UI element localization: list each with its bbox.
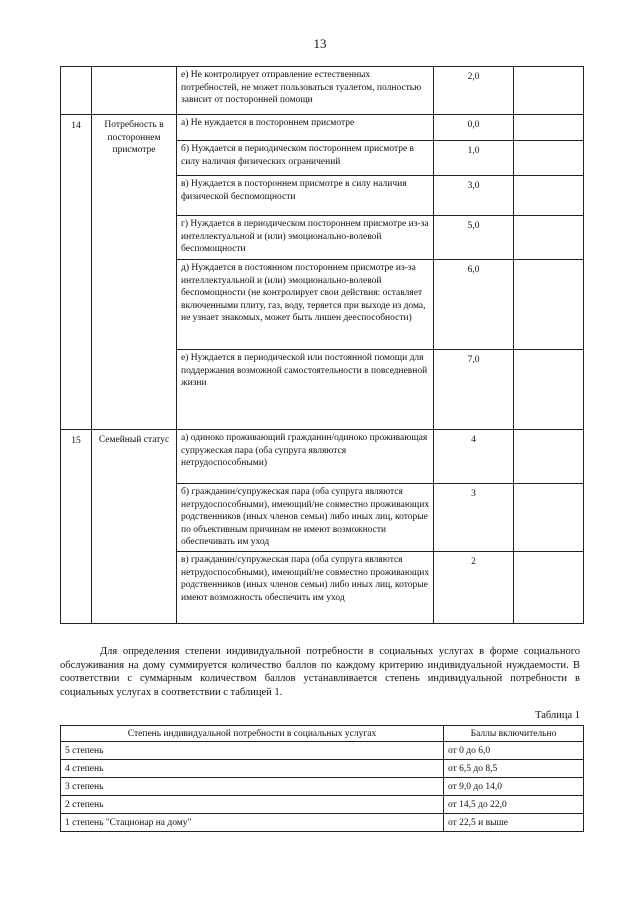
option-score: 4 — [434, 430, 514, 484]
option-score: 3,0 — [434, 176, 514, 216]
levels-row — [61, 778, 584, 796]
level-degree: 1 степень "Стационар на дому" — [61, 814, 444, 832]
option-score: 3 — [434, 484, 514, 552]
levels-header-row — [61, 726, 584, 742]
option-score: 1,0 — [434, 141, 514, 176]
levels-header-score: Баллы включительно — [444, 726, 584, 742]
level-degree: 4 степень — [61, 760, 444, 778]
levels-row — [61, 796, 584, 814]
criteria-row — [61, 115, 584, 141]
option-description: б) Нуждается в периодическом постороннем присмотре в силу наличия физических ограничений — [177, 141, 434, 176]
empty-cell — [514, 552, 584, 624]
criteria-row — [61, 67, 584, 115]
option-description: а) Не нуждается в постороннем присмотре — [177, 115, 434, 141]
option-description: е) Нуждается в периодической или постоянной помощи для поддержания возможной самостоятельности в повседневной жизни — [177, 350, 434, 430]
option-description: в) гражданин/супружеская пара (оба супруга являются нетрудоспособными), имеющий/не совместно проживающих родственников (иных членов семьи) либо иных лиц, которые имеют возможность обеспечить им уход — [177, 552, 434, 624]
level-degree: 2 степень — [61, 796, 444, 814]
option-score: 2,0 — [434, 67, 514, 115]
criterion-name: Потребность в постороннем присмотре — [92, 115, 177, 430]
criteria-row — [61, 430, 584, 484]
option-score: 0,0 — [434, 115, 514, 141]
criterion-number: 14 — [61, 115, 92, 430]
levels-row — [61, 760, 584, 778]
option-score: 5,0 — [434, 216, 514, 260]
option-description: е) Не контролирует отправление естественных потребностей, не может пользоваться туалетом, полностью зависит от посторонней помощи — [177, 67, 434, 115]
empty-cell — [514, 67, 584, 115]
criterion-name: Семейный статус — [92, 430, 177, 624]
level-score: от 9,0 до 14,0 — [444, 778, 584, 796]
option-description: д) Нуждается в постоянном постороннем присмотре из-за интеллектуальной и (или) эмоционально-волевой беспомощности (не контролирует свои действия: оставляет включенными плиту, газ, воду, теряется при выходе из дома, не узнает знакомых, может быть лишен дееспособности) — [177, 260, 434, 350]
level-degree: 3 степень — [61, 778, 444, 796]
option-description: г) Нуждается в периодическом постороннем присмотре из-за интеллектуальной и (или) эмоционально-волевой беспомощности — [177, 216, 434, 260]
level-score: от 0 до 6,0 — [444, 742, 584, 760]
levels-table — [60, 725, 584, 832]
criterion-number — [61, 67, 92, 115]
level-score: от 6,5 до 8,5 — [444, 760, 584, 778]
levels-row — [61, 814, 584, 832]
empty-cell — [514, 260, 584, 350]
table-caption: Таблица 1 — [535, 710, 580, 721]
option-description: б) гражданин/супружеская пара (оба супруга являются нетрудоспособными), имеющий/не совместно проживающих родственников (иных членов семьи) либо иных лиц, которые по объективным причинам не имеют возможности обеспечивать им уход — [177, 484, 434, 552]
levels-header-degree: Степень индивидуальной потребности в социальных услугах — [61, 726, 444, 742]
levels-row — [61, 742, 584, 760]
level-score: от 14,5 до 22,0 — [444, 796, 584, 814]
option-description: а) одиноко проживающий гражданин/одиноко проживающая супружеская пара (оба супруга являются нетрудоспособными) — [177, 430, 434, 484]
empty-cell — [514, 216, 584, 260]
empty-cell — [514, 430, 584, 484]
empty-cell — [514, 115, 584, 141]
level-degree: 5 степень — [61, 742, 444, 760]
empty-cell — [514, 484, 584, 552]
criterion-number: 15 — [61, 430, 92, 624]
empty-cell — [514, 350, 584, 430]
explanation-paragraph: Для определения степени индивидуальной потребности в социальных услугах в форме социального обслуживания на дому суммируется количество баллов по каждому критерию индивидуальной нуждаемости. В соответствии с суммарным количеством баллов устанавливается степень индивидуальной потребности в социальных услугах в соответствии с таблицей 1. — [60, 646, 580, 698]
empty-cell — [514, 141, 584, 176]
criterion-name — [92, 67, 177, 115]
empty-cell — [514, 176, 584, 216]
level-score: от 22,5 и выше — [444, 814, 584, 832]
option-score: 6,0 — [434, 260, 514, 350]
page-number: 13 — [313, 36, 327, 51]
option-score: 2 — [434, 552, 514, 624]
criteria-table — [60, 66, 584, 624]
option-description: в) Нуждается в постороннем присмотре в силу наличия физической беспомощности — [177, 176, 434, 216]
option-score: 7,0 — [434, 350, 514, 430]
